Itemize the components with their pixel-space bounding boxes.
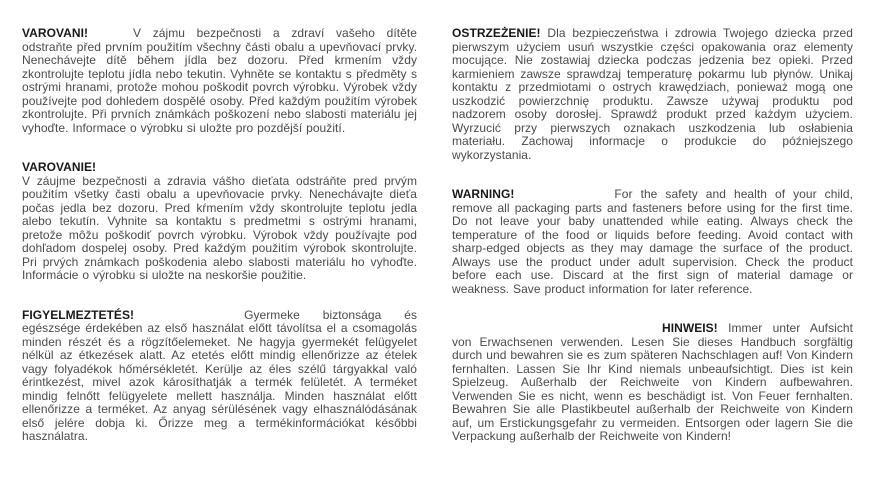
german-warning-heading: HINWEIS! xyxy=(662,321,718,335)
section-warning-polish xyxy=(452,27,853,162)
heading-gap xyxy=(134,318,244,319)
czech-warning-heading: VAROVANI! xyxy=(22,26,89,40)
polish-warning-heading: OSTRZEŻENIE! xyxy=(452,26,541,40)
heading-gap xyxy=(514,197,614,198)
hungarian-warning-text: Gyermeke biztonsága és egészsége érdekében az első használat előtt távolítsa el a csomagolás minden részét és a rögzítőelemeket. Ne hagyja gyermekét felügyelet nélkül az étkezések alatt. Az etetés előtt mindig ellenőrizze az ételek vagy folyadékok hőmérsékletét. Kerülje az éles szélű tárgyakkal való érintkezést, mivel azok károsíthatják a termék felületét. A terméket mindig felnőtt felügyelete mellett használja. Minden használat előtt ellenőrizze a terméket. Az anyag sérülésének vagy elhasználódásának első jelére dobja ki. Őrizze meg a termékinformációkat későbbi használatra. xyxy=(22,307,417,443)
polish-warning-text: Dla bezpieczeństwa i zdrowia Twojego dziecka przed pierwszym użyciem usuń wszystkie części opakowania oraz elementy mocujące. Nie zostawiaj dziecka podczas jedzenia bez opieki. Przed karmieniem zawsze sprawdzaj temperaturę pokarmu lub płynów. Unikaj kontaktu z przedmiotami o ostrych krawędziach, ponieważ mogą one uszkodzić powierzchnię produktu. Zawsze używaj produktu pod nadzorem osoby dorosłej. Sprawdź produkt przed każdym użyciem. Wyrzucić przy pierwszych oznakach uszkodzenia lub osłabienia materiału. Zachowaj informacje o produkcie do późniejszego wykorzystania. xyxy=(452,26,854,162)
section-warning-english xyxy=(452,188,853,296)
section-warning-slovak xyxy=(22,161,417,283)
slovak-warning-text: V záujme bezpečnosti a zdravia vášho dieťata odstráňte pred prvým použitím všetky časti obalu a upevňovacie prvky. Nenechávajte dieťa počas jedla bez dozoru. Pred kŕmením vždy skontrolujte teplotu jedla alebo tekutín. Vyhnite sa kontaktu s predmetmi s ostrými hranami, pretože môžu poškodiť povrch výrobku. Výrobok vždy používajte pod dohľadom dospelej osoby. Pred každým použitím výrobok skontrolujte. Pri prvých známkach poškodenia alebo slabosti materiálu ho vyhoďte. Informácie o výrobku si uložte na neskoršie použitie. xyxy=(22,173,417,282)
section-warning-czech xyxy=(22,27,417,135)
german-warning-text: Immer unter Aufsicht von Erwachsenen verwenden. Lesen Sie dieses Handbuch sorgfältig durch und bewahren sie es zum späteren Nachschlagen auf! Von Kindern fernhalten. Lassen Sie Ihr Kind niemals unbeaufsichtigt. Dies ist kein Spielzeug. Außerhalb der Reichweite von Kindern aufbewahren. Verwenden Sie es nicht, wenn es beschädigt ist. Von Feuer fernhalten. Bewahren Sie alle Plastikbeutel außerhalb der Reichweite von Kindern auf, um Erstickungsgefahr zu vermeiden. Entsorgen oder lagern Sie die Verpackung außerhalb der Reichweite von Kindern! xyxy=(452,321,853,443)
left-column xyxy=(22,27,417,470)
english-warning-heading: WARNING! xyxy=(452,187,515,201)
heading-gap xyxy=(88,36,133,37)
english-warning-text: For the safety and health of your child, remove all packaging parts and fasteners before using for the first time. Do not leave your baby unattended while eating. Always check the temperature of the food or liquids before feeding. Avoid contact with sharp-edged objects as they may damage the surface of the product. Always use the product under adult supervision. Check the product before each use. Discard at the first sign of material damage or weakness. Save product information for later reference. xyxy=(452,187,853,296)
czech-warning-text: V zájmu bezpečnosti a zdraví vašeho dítěte odstraňte před prvním použitím všechny části obalu a upevňovací prvky. Nenechávejte dítě během jídla bez dozoru. Před krmením vždy zkontrolujte teplotu jídla nebo tekutin. Vyhněte se kontaktu s předměty s ostrými hranami, protože mohou poškodit povrch výrobku. Výrobek vždy používejte pod dohledem dospělé osoby. Před každým použitím výrobek zkontrolujte. Při prvních známkách poškození nebo slabosti materiálu jej vyhoďte. Informace o výrobku si uložte pro pozdější použití. xyxy=(22,26,417,135)
right-column xyxy=(452,27,853,470)
section-warning-german xyxy=(452,322,853,444)
slovak-warning-heading: VAROVANIE! xyxy=(22,160,97,174)
hungarian-warning-heading: FIGYELMEZTETÉS! xyxy=(22,307,135,322)
section-warning-hungarian xyxy=(22,309,417,444)
